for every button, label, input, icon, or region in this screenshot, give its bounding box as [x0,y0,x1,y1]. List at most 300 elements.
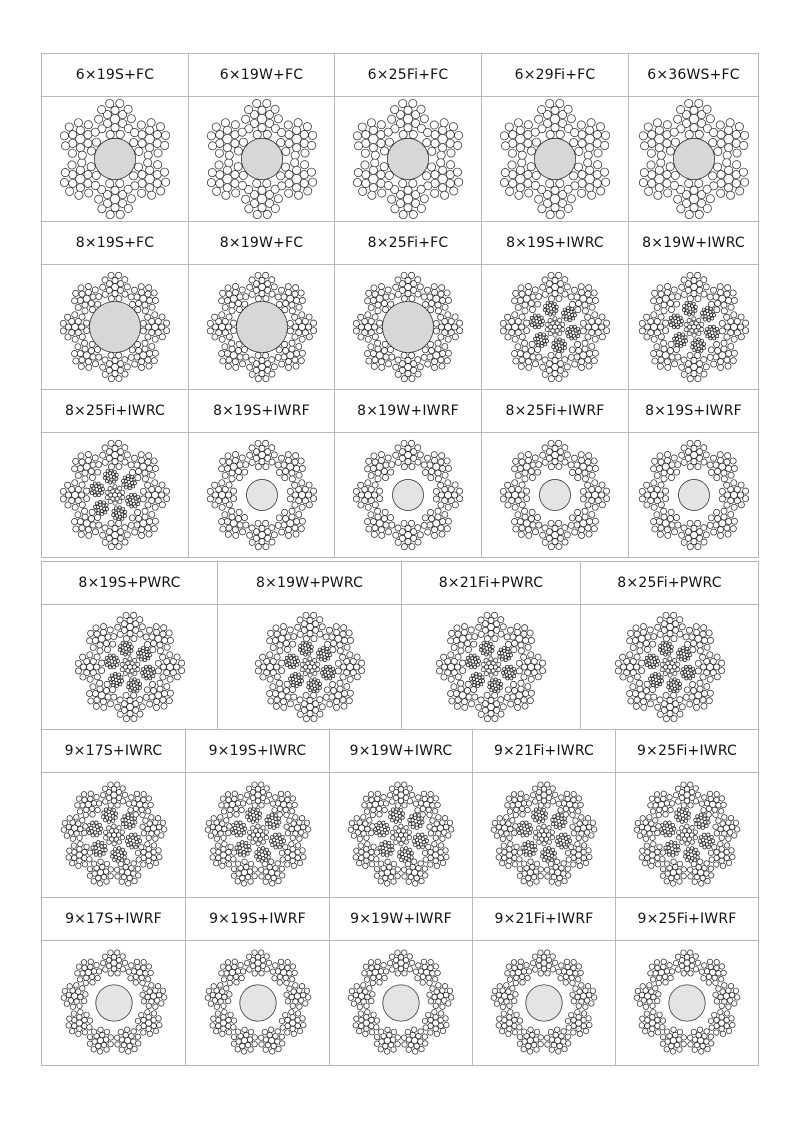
strand-wire [540,345,543,348]
strand-wire [130,139,138,147]
strand-wire [565,315,568,318]
strand-wire [634,654,640,660]
strand-wire [671,361,677,367]
strand-wire [292,815,297,820]
strand-wire [369,862,374,867]
strand-wire [582,340,588,346]
strand-wire [501,655,504,658]
strand-wire [240,841,243,844]
strand-wire [146,701,152,707]
strand-wire [530,294,536,300]
strand-wire [661,791,666,796]
strand-wire [663,658,667,662]
strand-wire [501,843,506,848]
strand-wire [523,842,526,845]
strand-wire [219,336,225,342]
strand-wire [141,675,144,678]
strand-wire [287,320,293,326]
strand-wire [71,1017,76,1022]
strand-wire [272,795,277,800]
strand-wire [564,833,567,836]
strand-wire [126,875,131,880]
strand-wire [399,824,403,828]
strand-wire [113,848,116,851]
strand-wire [575,509,581,515]
strand-wire [155,668,161,674]
strand-wire [488,685,491,688]
strand-wire [433,328,439,334]
strand-wire [307,657,311,661]
strand-wire [687,464,693,470]
strand-wire [114,867,119,872]
strand-wire [289,846,294,851]
strand-wire [226,862,231,867]
strand-wire [79,986,84,991]
strand-wire [525,289,531,295]
strand-wire [351,833,356,838]
strand-wire [654,472,660,478]
strand-wire [222,472,228,478]
strand-wire [108,677,111,680]
strand-wire [128,826,131,829]
strand-wire [126,836,129,839]
strand-wire [84,179,92,187]
strand-wire [155,848,160,853]
strand-wire [126,685,129,688]
strand-wire [361,149,369,157]
strand-wire [452,314,458,320]
strand-wire [226,314,232,320]
strand-wire [110,634,116,640]
strand-wire [248,277,254,283]
strand-wire [221,841,226,846]
strand-wire [724,363,730,369]
strand-wire [516,166,524,174]
rope-label: 9×21Fi+IWRC [473,730,616,773]
strand-wire [381,300,387,306]
strand-wire [129,469,135,475]
strand-wire [678,686,681,689]
strand-wire [159,654,165,660]
strand-wire [114,1042,119,1047]
strand-wire [103,848,106,851]
strand-wire [117,711,123,717]
strand-wire [651,841,656,846]
strand-wire [534,819,537,822]
strand-wire [552,312,555,315]
strand-wire [284,121,292,129]
strand-wire [424,128,432,136]
strand-wire [714,516,720,522]
strand-wire [366,290,372,296]
strand-wire [582,346,588,352]
strand-wire [402,874,407,879]
strand-wire [144,151,152,159]
strand-wire [516,126,524,134]
strand-wire [448,827,453,832]
strand-wire [713,475,719,481]
strand-wire [238,128,246,136]
strand-wire [262,464,268,470]
strand-wire [82,340,88,346]
strand-wire [376,806,381,811]
strand-wire [416,795,421,800]
strand-wire [157,648,163,654]
strand-wire [100,624,106,630]
strand-wire [647,179,655,187]
strand-wire [147,191,155,199]
strand-wire [114,782,119,787]
strand-wire [105,694,111,700]
strand-wire [134,505,137,508]
strand-wire [247,836,251,840]
strand-wire [518,648,524,654]
strand-wire [568,354,574,360]
strand-wire [292,144,300,152]
strand-wire [122,815,125,818]
strand-wire [215,179,223,187]
strand-wire [232,532,238,538]
strand-wire [591,526,597,532]
strand-wire [141,831,146,836]
strand-wire [331,667,334,670]
strand-wire [504,694,510,700]
strand-wire [592,465,598,471]
strand-wire [664,532,670,538]
strand-wire [726,119,734,127]
strand-wire [540,660,546,666]
strand-wire [223,144,231,152]
strand-wire [275,824,278,827]
strand-wire [278,959,283,964]
strand-wire [150,1023,155,1028]
strand-wire [226,334,232,340]
strand-wire [496,855,501,860]
strand-wire [390,844,393,847]
strand-wire [716,171,724,179]
strand-wire [533,836,537,840]
strand-wire [72,312,78,318]
strand-wire [719,496,725,502]
strand-wire [615,668,621,674]
strand-wire [81,960,86,965]
strand-wire [288,346,294,352]
strand-wire [562,315,565,318]
strand-wire [677,332,680,335]
strand-wire [225,792,230,797]
strand-wire [224,297,230,303]
strand-wire [730,358,736,364]
strand-wire [132,485,135,488]
strand-wire [580,496,586,502]
strand-wire [116,296,122,302]
strand-wire [375,476,381,482]
strand-wire [316,631,322,637]
strand-wire [147,1031,152,1036]
strand-wire [98,854,101,857]
strand-wire [645,656,648,659]
strand-wire [547,847,550,850]
strand-wire [93,795,98,800]
strand-wire [223,126,231,134]
strand-wire [713,824,718,829]
strand-wire [369,144,377,152]
strand-wire [696,852,699,855]
strand-wire [277,812,282,817]
strand-wire [552,345,555,348]
strand-wire [565,873,570,878]
strand-wire [151,1011,156,1016]
strand-wire [708,337,711,340]
strand-wire [527,881,532,886]
strand-wire [105,496,109,500]
strand-wire [78,531,84,537]
strand-wire [704,331,707,334]
strand-wire [122,445,128,451]
strand-wire [307,652,310,655]
strand-wire [155,983,160,988]
strand-wire [478,617,484,623]
strand-wire [650,466,656,472]
strand-wire [153,699,159,705]
strand-wire [674,462,680,468]
strand-wire [686,858,689,861]
strand-wire [107,873,112,878]
strand-wire [440,465,446,471]
strand-wire [272,826,275,829]
strand-wire [662,171,670,179]
strand-wire [592,480,598,486]
strand-wire [518,831,521,834]
strand-wire [578,284,584,290]
strand-wire [677,848,680,851]
strand-wire [134,522,140,528]
strand-wire [380,163,388,171]
strand-wire [513,290,519,296]
strand-wire [703,105,711,113]
strand-wire [410,856,413,859]
strand-wire [233,980,238,985]
strand-wire [236,341,242,347]
strand-wire [258,803,263,808]
strand-wire [280,294,286,300]
strand-wire [232,791,237,796]
strand-wire [662,488,668,494]
strand-wire [690,847,693,850]
strand-wire [282,844,287,849]
strand-wire [415,445,421,451]
strand-wire [738,502,744,508]
strand-wire [90,294,96,300]
strand-wire [718,660,724,666]
strand-wire [726,860,731,865]
strand-wire [512,480,518,486]
strand-wire [428,307,434,313]
strand-wire [90,644,96,650]
strand-wire [281,147,289,155]
strand-wire [310,716,316,722]
strand-wire [77,297,83,303]
strand-wire [714,674,720,680]
strand-wire [636,642,642,648]
strand-wire [310,645,313,648]
strand-wire [60,132,68,140]
strand-wire [634,697,640,703]
strand-wire [525,821,528,824]
strand-wire [297,860,302,865]
strand-wire [643,836,648,841]
strand-wire [285,999,290,1004]
strand-wire [694,296,700,302]
strand-wire [138,189,146,197]
strand-wire [565,866,570,871]
strand-wire [290,634,296,640]
strand-wire [589,343,595,349]
strand-wire [120,786,125,791]
diagram-row [42,97,759,222]
strand-wire [84,328,90,334]
strand-wire [639,132,647,140]
strand-wire [701,637,707,643]
strand-wire [554,859,559,864]
strand-wire [584,151,592,159]
strand-wire [124,364,130,370]
strand-wire [664,364,670,370]
strand-wire [438,314,444,320]
strand-wire [130,716,136,722]
strand-wire [519,459,525,465]
strand-wire [231,873,236,878]
strand-wire [556,210,564,218]
strand-wire [653,512,659,518]
strand-wire [528,854,531,857]
strand-wire [298,526,304,532]
strand-wire [129,817,132,820]
strand-wire [730,290,736,296]
strand-wire [114,874,119,879]
strand-wire [564,846,567,849]
strand-wire [375,791,380,796]
strand-wire [75,512,81,518]
strand-wire [551,818,554,821]
strand-wire [225,363,231,369]
strand-wire [730,480,736,486]
strand-wire [604,488,610,494]
strand-wire [576,846,581,851]
strand-wire [401,520,407,526]
strand-wire [292,285,298,291]
strand-wire [108,803,113,808]
rope-cross-section-diagram [53,433,177,557]
strand-wire [537,820,540,823]
strand-wire [85,527,91,533]
strand-wire [644,843,649,848]
strand-wire [90,821,93,824]
strand-wire [401,867,406,872]
strand-wire [662,139,670,147]
strand-wire [524,328,530,334]
strand-wire [276,172,284,180]
strand-wire [316,679,319,682]
strand-wire [684,650,687,653]
strand-wire [439,453,445,459]
strand-wire [575,841,580,846]
strand-wire [426,844,431,849]
strand-wire [535,301,541,307]
strand-wire [521,697,527,703]
strand-wire [225,797,230,802]
strand-wire [280,699,286,705]
strand-wire [116,660,119,663]
strand-wire [262,179,270,187]
strand-wire [61,995,66,1000]
strand-wire [102,459,108,465]
strand-wire [476,685,479,688]
strand-wire [246,364,252,370]
strand-wire [285,359,291,365]
strand-wire [428,509,434,515]
strand-wire [695,660,701,666]
strand-wire [540,532,546,538]
strand-wire [95,301,101,307]
strand-wire [219,290,225,296]
strand-wire [446,179,454,187]
strand-wire [94,697,100,703]
strand-wire [645,634,651,640]
strand-wire [215,1017,220,1022]
strand-wire [422,850,427,855]
strand-wire [454,141,462,149]
strand-wire [241,881,246,886]
strand-wire [116,272,122,278]
strand-wire [502,855,507,860]
strand-wire [656,159,664,167]
strand-wire [268,859,273,864]
strand-wire [116,376,122,382]
strand-wire [285,656,288,659]
strand-wire [297,631,303,637]
strand-wire [279,850,284,855]
strand-wire [117,847,120,850]
strand-wire [548,296,554,302]
strand-wire [524,320,530,326]
strand-wire [346,698,352,704]
strand-wire [118,1029,123,1034]
strand-wire [687,544,693,550]
strand-wire [245,815,248,818]
strand-center-wire [76,174,85,183]
strand-wire [466,664,469,667]
strand-wire [484,658,488,662]
strand-wire [155,660,161,666]
strand-wire [124,825,127,828]
strand-wire [676,697,682,703]
strand-wire [656,697,662,703]
strand-wire [77,519,83,525]
strand-wire [707,690,713,696]
strand-wire [72,480,78,486]
strand-wire [116,440,122,446]
strand-wire [230,328,236,334]
strand-wire [719,796,724,801]
strand-wire [604,496,610,502]
strand-wire [231,964,236,969]
strand-wire [471,641,477,647]
strand-wire [684,328,688,332]
strand-wire [708,347,714,353]
strand-wire [574,522,580,528]
strand-wire [721,476,727,482]
